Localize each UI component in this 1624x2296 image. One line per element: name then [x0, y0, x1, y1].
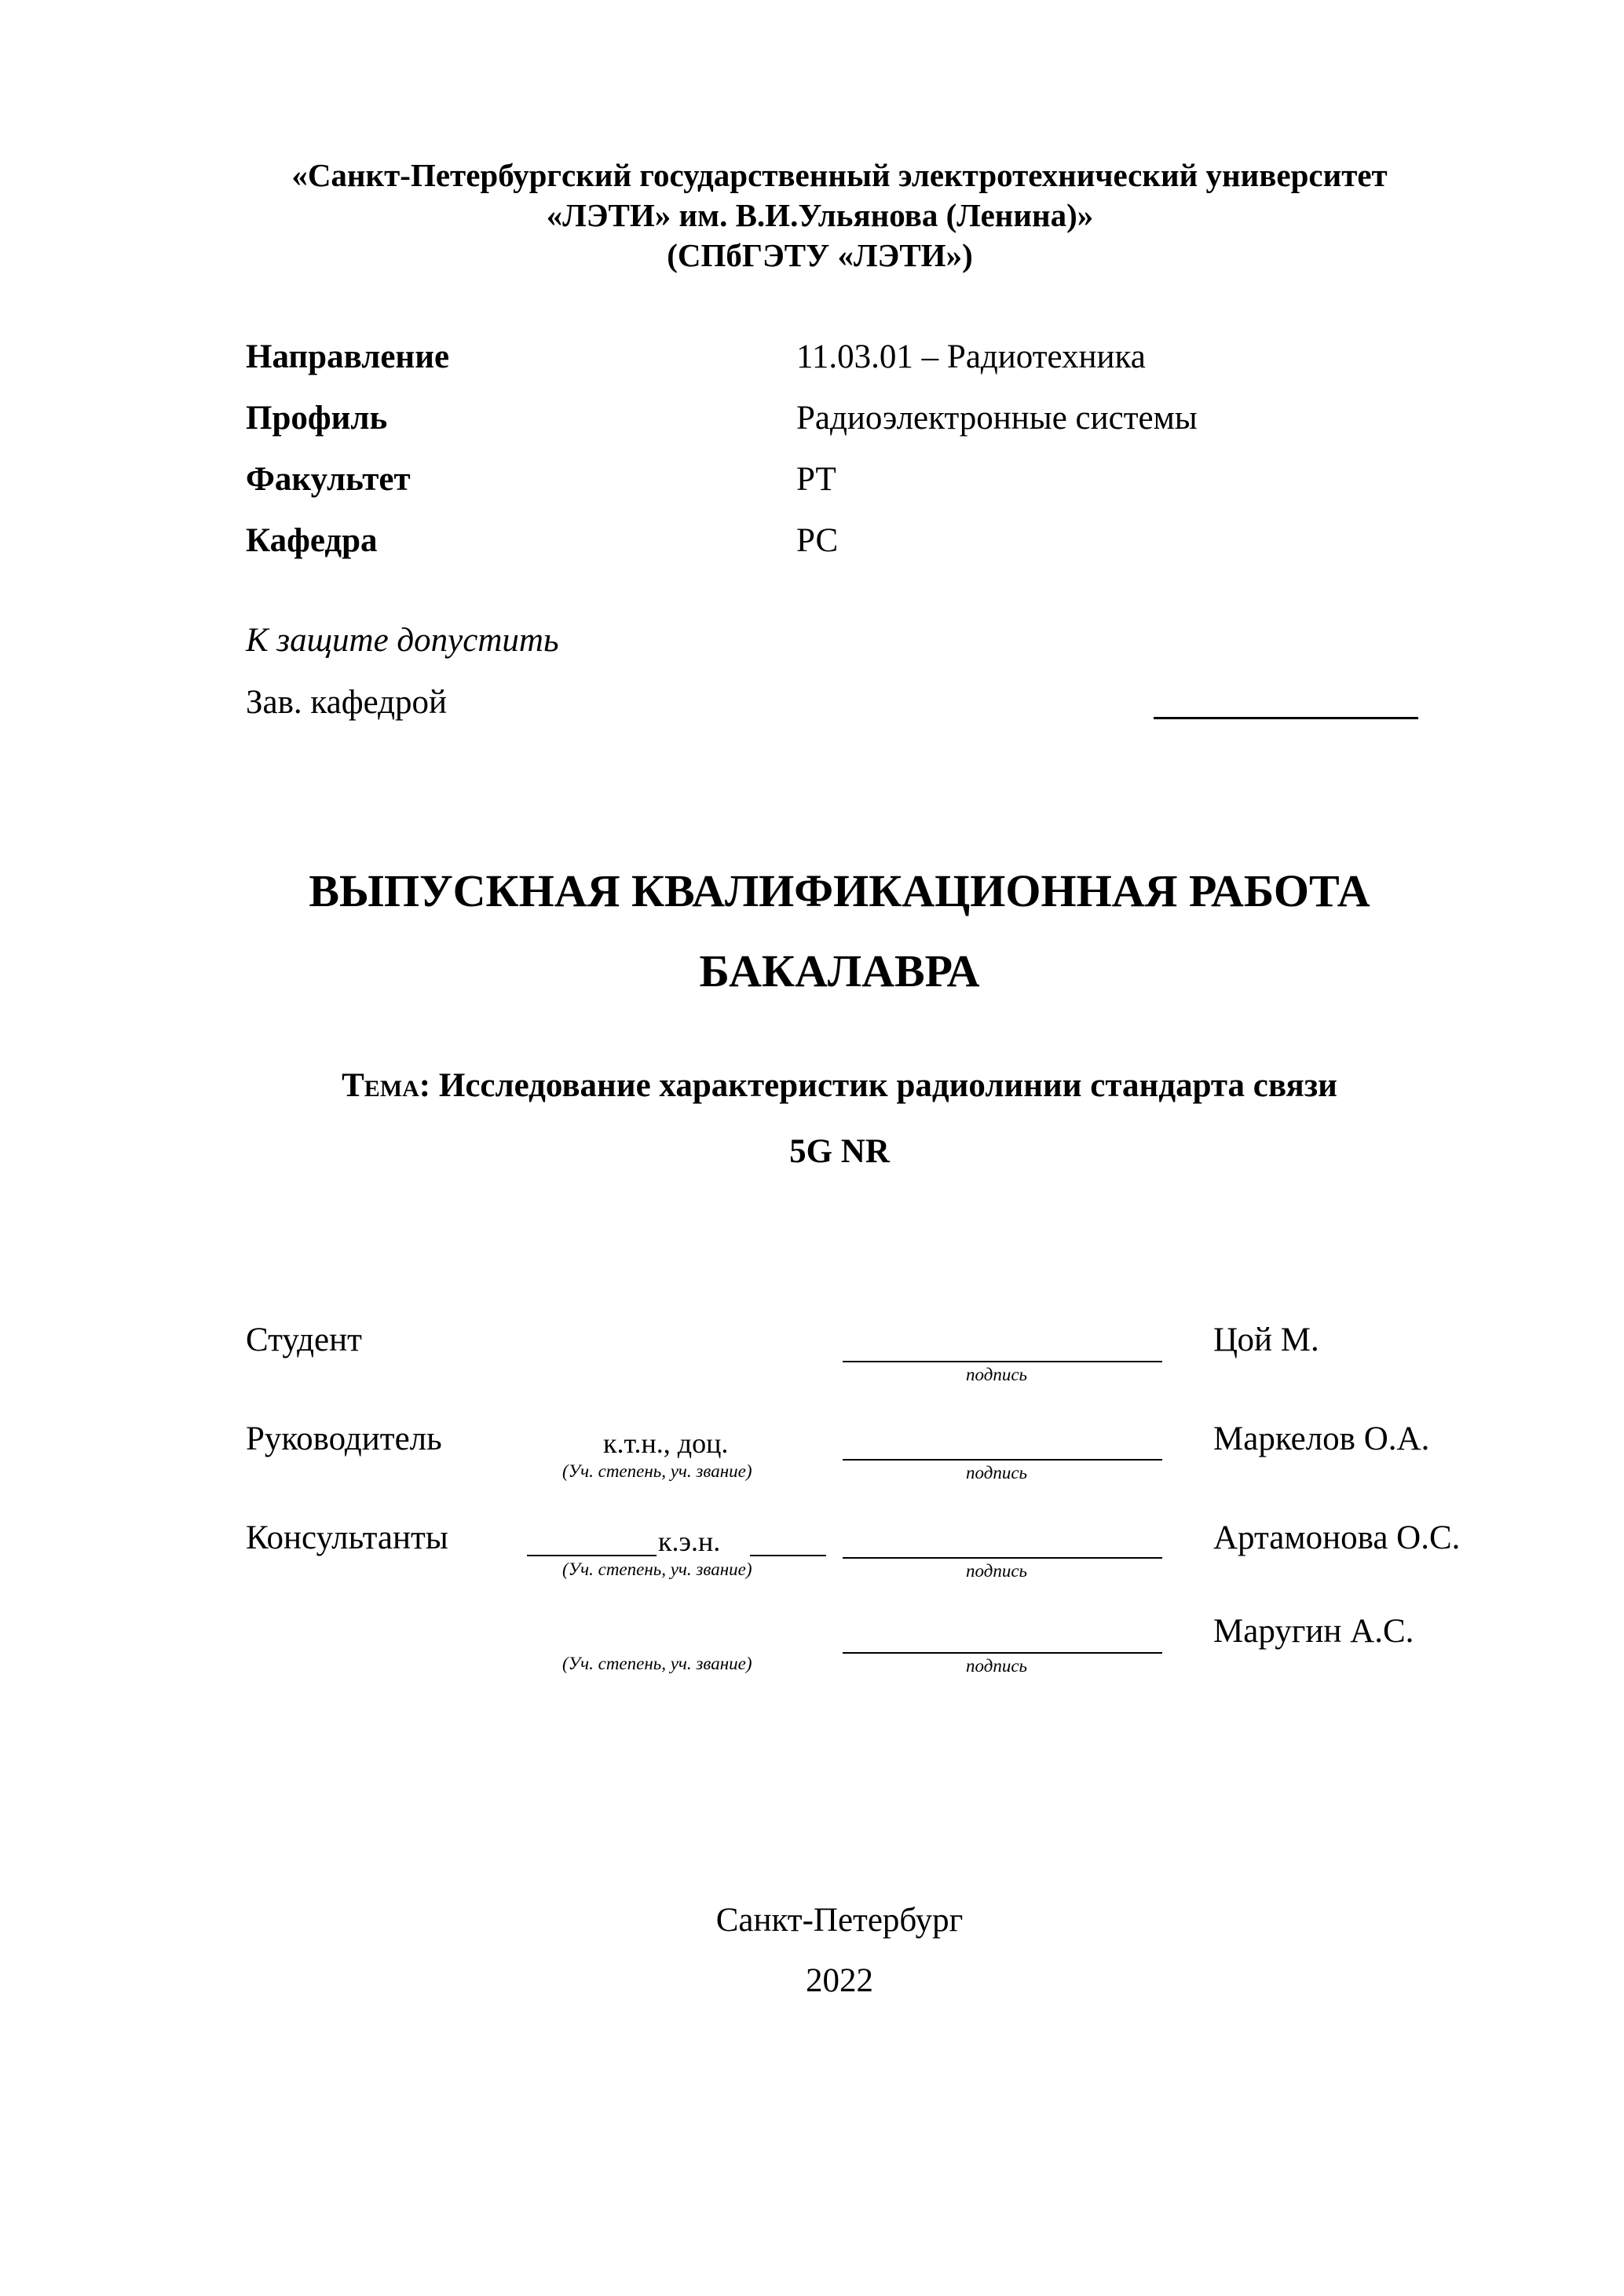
faculty-value: РТ — [796, 461, 836, 498]
supervisor-degree: к.т.н., доц. — [603, 1428, 729, 1459]
university-abbreviation: (СПбГЭТУ «ЛЭТИ») — [667, 237, 973, 273]
admission-label: К защите допустить — [246, 622, 559, 659]
consultants-label: Консультанты — [246, 1519, 448, 1556]
consultant-degree-line-right — [750, 1555, 826, 1556]
department-head-signature-line — [1154, 717, 1418, 719]
consultant-degree-line-left — [527, 1555, 657, 1556]
profile-label: Профиль — [246, 400, 388, 437]
student-name: Цой М. — [1213, 1322, 1319, 1358]
theme-prefix: Тема: — [342, 1067, 431, 1104]
supervisor-signature-caption: подпись — [966, 1463, 1028, 1483]
student-signature-line — [843, 1361, 1162, 1362]
consultant2-signature-caption: подпись — [966, 1656, 1028, 1676]
consultant2-name: Маругин А.С. — [1213, 1613, 1414, 1650]
direction-value: 11.03.01 – Радиотехника — [796, 338, 1146, 375]
supervisor-signature-line — [843, 1459, 1162, 1461]
footer-city: Санкт-Петербург — [715, 1902, 964, 1939]
supervisor-degree-caption: (Уч. степень, уч. звание) — [562, 1461, 752, 1481]
theme-text: Исследование характеристик радиолинии стандарта связи — [430, 1067, 1337, 1104]
student-label: Студент — [246, 1322, 362, 1358]
footer-year: 2022 — [806, 1962, 873, 1999]
supervisor-label: Руководитель — [246, 1420, 442, 1457]
student-signature-caption: подпись — [966, 1365, 1028, 1384]
consultant1-signature-line — [843, 1557, 1162, 1559]
department-value: РС — [796, 522, 839, 559]
theme-line1 — [0, 1066, 1624, 1106]
university-name-line1: «Санкт-Петербургский государственный электротехнический университет — [291, 157, 1388, 193]
work-title-line1: ВЫПУСКНАЯ КВАЛИФИКАЦИОННАЯ РАБОТА — [309, 865, 1370, 916]
profile-value: Радиоэлектронные системы — [796, 400, 1198, 437]
consultant2-degree-caption: (Уч. степень, уч. звание) — [562, 1654, 752, 1673]
consultant-degree-caption: (Уч. степень, уч. звание) — [562, 1559, 752, 1579]
department-label: Кафедра — [246, 522, 378, 559]
department-head-label: Зав. кафедрой — [246, 684, 448, 721]
work-title-line2: БАКАЛАВРА — [699, 945, 980, 996]
consultant2-signature-line — [843, 1652, 1162, 1654]
consultant1-signature-caption: подпись — [966, 1561, 1028, 1581]
consultant-degree: к.э.н. — [658, 1526, 721, 1557]
university-name-line2: «ЛЭТИ» им. В.И.Ульянова (Ленина)» — [546, 197, 1094, 233]
faculty-label: Факультет — [246, 461, 411, 498]
theme-line2: 5G NR — [789, 1133, 890, 1170]
consultant1-name: Артамонова О.С. — [1213, 1519, 1461, 1556]
direction-label: Направление — [246, 338, 450, 375]
supervisor-name: Маркелов О.А. — [1213, 1420, 1430, 1457]
